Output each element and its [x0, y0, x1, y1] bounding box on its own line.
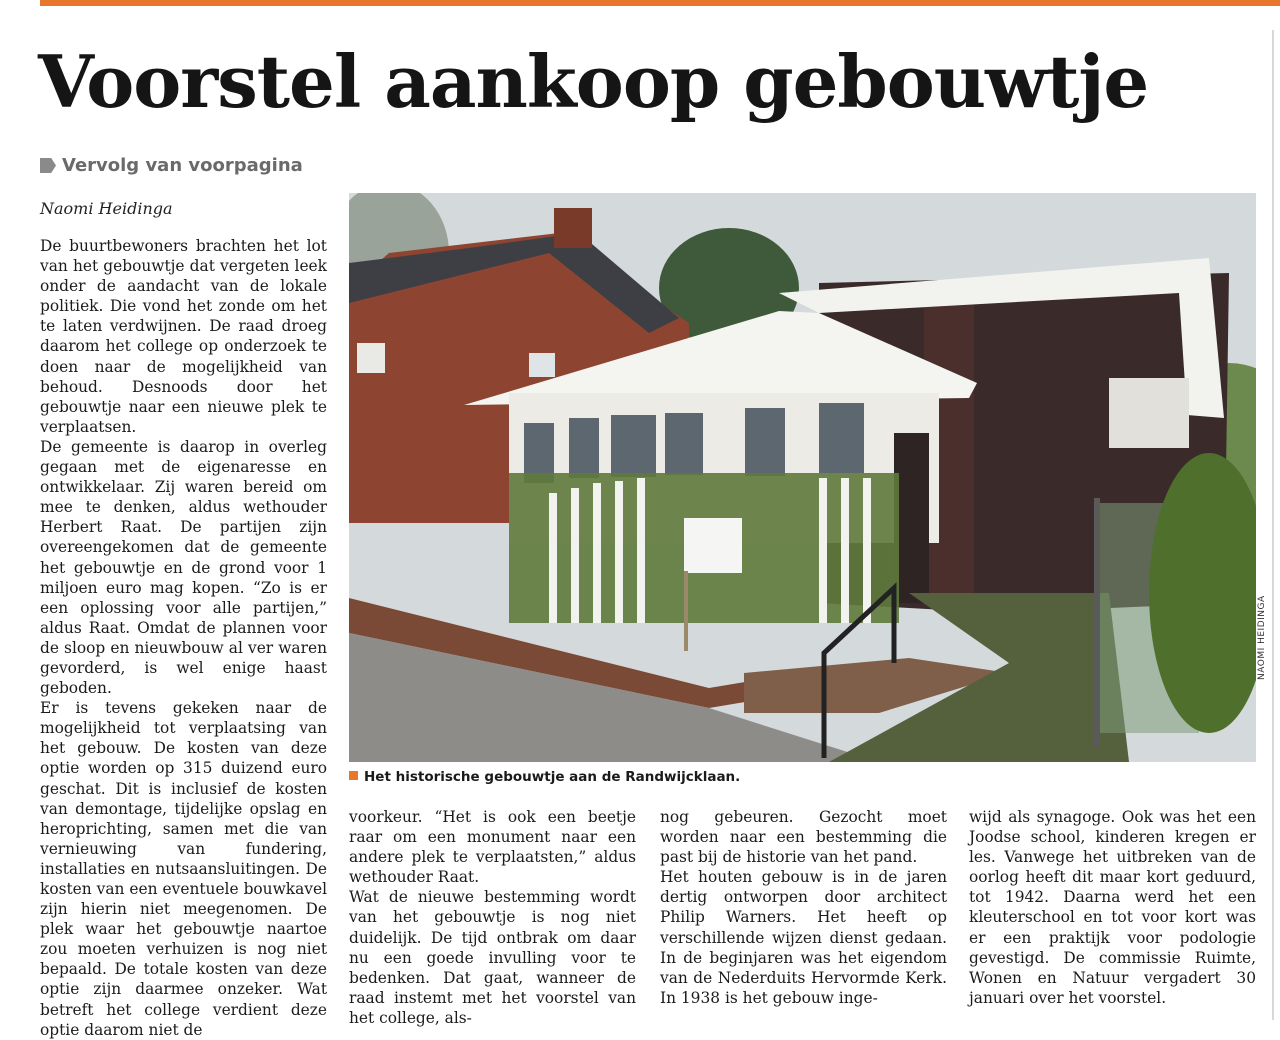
headline: Voorstel aankoop gebouwtje — [38, 39, 1149, 124]
caption-square-icon — [349, 771, 358, 780]
paragraph: De gemeente is daarop in overleg gegaan met de eigenaresse en ontwikkelaar. Zij waren bereid om mee te denken, aldus wethouder Herbert Raat. De partijen zijn overeengekomen dat de gemeente het gebouwtje en de grond voor 1 miljoen euro mag kopen. “Zo is er een oplossing voor alle partijen,” aldus Raat. Omdat de plannen voor de sloop en nieuwbouw al ver waren gevorderd, is wel enige haast geboden. — [40, 437, 327, 698]
article-column-2 — [349, 807, 636, 1028]
caption-text: Het historische gebouwtje aan de Randwijcklaan. — [364, 769, 741, 785]
kicker-text: Vervolg van voorpagina — [62, 155, 303, 176]
paragraph: Er is tevens gekeken naar de mogelijkheid tot verplaatsing van het gebouw. De kosten van deze optie worden op 315 duizend euro geschat. Dit is inclusief de kosten van demontage, tijdelijke opslag en heroprichting, samen met die van vernieuwing van fundering, installaties en nutsaansluitingen. De kosten van een eventuele bouwkavel zijn hierin niet meegenomen. De plek waar het gebouwtje naartoe zou moeten verhuizen is nog niet bepaald. De totale kosten van deze optie zijn daarmee onzeker. Wat betreft het college verdient deze optie daarom niet de — [40, 699, 327, 1039]
article-column-3 — [660, 807, 947, 1008]
page-edge-rule — [1272, 30, 1274, 1020]
photo-credit: NAOMI HEIDINGA — [1257, 595, 1267, 680]
article-column-4 — [969, 807, 1256, 1008]
byline: Naomi Heidinga — [40, 199, 173, 218]
top-accent-bar — [40, 0, 1280, 6]
paragraph: De buurtbewoners brachten het lot van het gebouwtje dat vergeten leek onder de aandacht van de lokale politiek. Die vond het zonde om het te laten verdwijnen. De raad droeg daarom het college op onderzoek te doen naar de mogelijkheid van behoud. Desnoods door het gebouwtje naar een nieuwe plek te verplaatsen. — [40, 237, 327, 436]
paragraph: nog gebeuren. Gezocht moet worden naar een bestemming die past bij de historie van het pand. — [660, 808, 947, 867]
kicker — [40, 153, 303, 179]
article-photo — [349, 193, 1256, 762]
paragraph: wijd als synagoge. Ook was het een Joodse school, kinderen kregen er les. Vanwege het uitbreken van de oorlog heeft dit maar kort geduurd, tot 1942. Daarna werd het een kleuterschool en tot voor kort was er een praktijk voor podologie gevestigd. De commissie Ruimte, Wonen en Natuur vergadert 30 januari over het voorstel. — [969, 808, 1256, 1007]
paragraph: Het houten gebouw is in de jaren dertig ontworpen door architect Philip Warners. Het heeft op verschillende wijzen dienst gedaan. In de beginjaren was het eigendom van de Nederduits Hervormde Kerk. In 1938 is het gebouw inge- — [660, 868, 947, 1007]
kicker-arrow-icon — [40, 158, 56, 173]
article-column-1 — [40, 236, 327, 1040]
photo-caption — [349, 767, 740, 787]
paragraph: Wat de nieuwe bestemming wordt van het gebouwtje is nog niet duidelijk. De tijd ontbrak om daar nu een goede invulling voor te bedenken. Dat gaat, wanneer de raad instemt met het voorstel van het college, als- — [349, 888, 636, 1027]
paragraph: voorkeur. “Het is ook een beetje raar om een monument naar een andere plek te verplaatsten,” aldus wethouder Raat. — [349, 808, 636, 887]
